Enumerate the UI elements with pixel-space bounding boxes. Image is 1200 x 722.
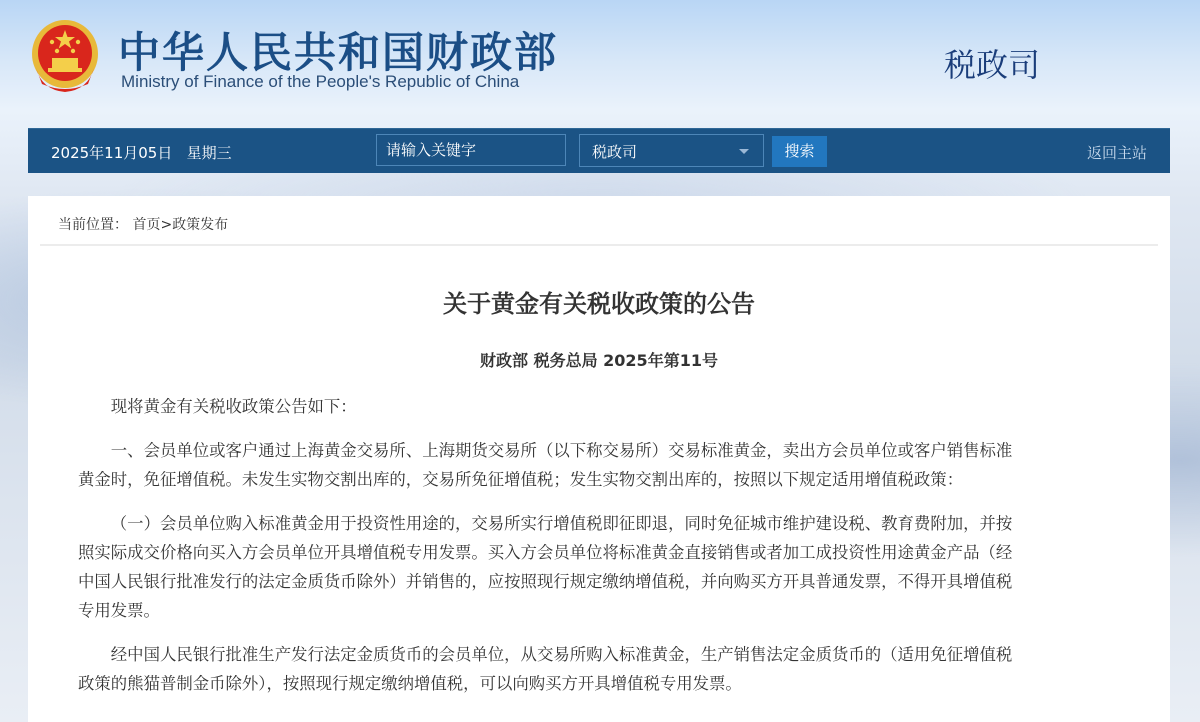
paragraph-coin-producers <box>78 640 1123 698</box>
paragraph-1-1 <box>78 509 1123 625</box>
breadcrumb-home[interactable]: 首页 <box>132 217 161 233</box>
text-line: 照实际成交价格向买入方会员单位开具增值税专用发票。买入方会员单位将标准黄金直接销售或者加工成投资性用途黄金产品（经 <box>78 543 1013 562</box>
current-date <box>51 142 232 163</box>
search-input[interactable] <box>376 134 566 166</box>
scope-select-value: 税政司 <box>592 143 638 161</box>
scope-select[interactable] <box>579 134 764 167</box>
breadcrumb <box>58 214 228 234</box>
chevron-down-icon <box>739 149 749 154</box>
article-body <box>78 392 1123 713</box>
nav-bar <box>28 128 1170 173</box>
text-line: 黄金时，免征增值税。未发生实物交割出库的，交易所免征增值税；发生实物交割出库的，按照以下规定适用增值税政策： <box>78 470 964 489</box>
article-title: 关于黄金有关税收政策的公告 <box>443 290 755 318</box>
paragraph-1 <box>78 436 1123 494</box>
department-title: 税政司 <box>944 46 1041 84</box>
content-card <box>28 196 1170 722</box>
breadcrumb-label: 当前位置： <box>58 217 128 233</box>
text-line: （一）会员单位购入标准黄金用于投资性用途的，交易所实行增值税即征即退，同时免征城市维护建设税、教育费附加，并按 <box>110 514 1013 533</box>
document-number: 财政部 税务总局 2025年第11号 <box>480 351 718 370</box>
date-text: 2025年11月05日 <box>51 144 173 162</box>
text-line: 现将黄金有关税收政策公告如下： <box>110 397 357 416</box>
site-name-cn: 中华人民共和国财政部 <box>118 28 559 77</box>
text-line: 一、会员单位或客户通过上海黄金交易所、上海期货交易所（以下称交易所）交易标准黄金，卖出方会员单位或客户销售标准 <box>110 441 1013 460</box>
text-line: 中国人民银行批准发行的法定金质货币除外）并销售的，应按照现行规定缴纳增值税，并向购买方开具普通发票，不得开具增值税 <box>78 572 1013 591</box>
site-header <box>0 0 1200 118</box>
text-line: 专用发票。 <box>78 601 160 620</box>
paragraph-intro <box>78 392 1123 421</box>
return-home-link[interactable]: 返回主站 <box>1086 144 1147 162</box>
text-line: 经中国人民银行批准生产发行法定金质货币的会员单位，从交易所购入标准黄金，生产销售法定金质货币的（适用免征增值税 <box>110 645 1013 664</box>
breadcrumb-separator: > <box>160 217 173 233</box>
search-button[interactable]: 搜索 <box>772 136 827 167</box>
text-line: 政策的熊猫普制金币除外），按照现行规定缴纳增值税，可以向购买方开具增值税专用发票。 <box>78 674 742 693</box>
breadcrumb-policy-release[interactable]: 政策发布 <box>172 217 229 233</box>
national-emblem-icon <box>30 18 100 94</box>
weekday-text: 星期三 <box>186 144 232 162</box>
site-name-en: Ministry of Finance of the People's Republic of China <box>121 72 520 91</box>
divider <box>40 244 1158 246</box>
